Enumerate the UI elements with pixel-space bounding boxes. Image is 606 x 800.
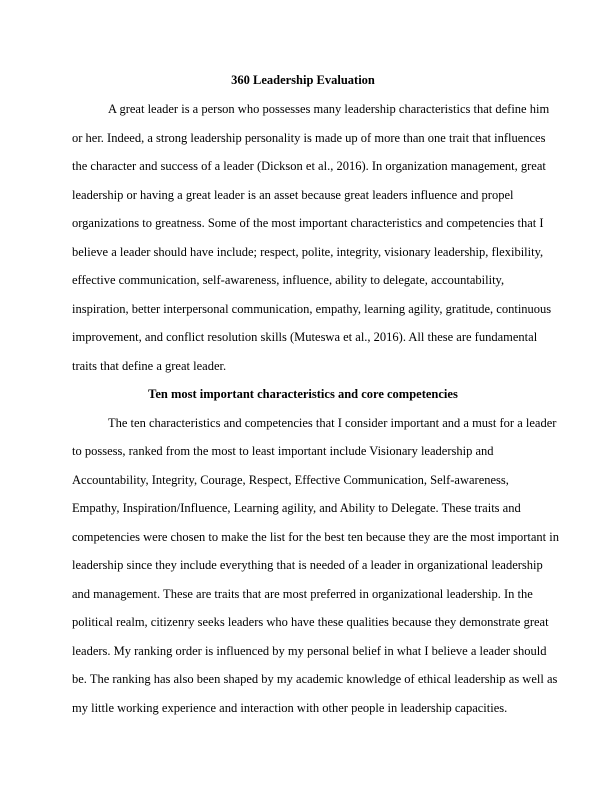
paragraph-2-line: political realm, citizenry seeks leaders who have these qualities because they demonstrate great bbox=[72, 615, 549, 629]
paragraph-2-line: and management. These are traits that are most preferred in organizational leadership. In the bbox=[72, 587, 533, 601]
paragraph-2-line: The ten characteristics and competencies that I consider important and a must for a leader bbox=[108, 416, 557, 430]
paragraph-2-line: to possess, ranked from the most to least important include Visionary leadership and bbox=[72, 444, 494, 458]
paragraph-2-line: leadership since they include everything that is needed of a leader in organizational leadership bbox=[72, 558, 543, 572]
paragraph-2-line: competencies were chosen to make the list for the best ten because they are the most important in bbox=[72, 530, 559, 544]
paragraph-1-line: organizations to greatness. Some of the most important characteristics and competencies that I bbox=[72, 216, 544, 230]
document-title: 360 Leadership Evaluation bbox=[231, 73, 375, 87]
paragraph-2-line: Accountability, Integrity, Courage, Respect, Effective Communication, Self-awareness, bbox=[72, 473, 509, 487]
paragraph-1-line: leadership or having a great leader is an asset because great leaders influence and propel bbox=[72, 188, 514, 202]
paragraph-1-line: effective communication, self-awareness, influence, ability to delegate, accountability, bbox=[72, 273, 505, 287]
paragraph-1-line: inspiration, better interpersonal communication, empathy, learning agility, gratitude, continuous bbox=[72, 302, 552, 316]
paragraph-1-line: traits that define a great leader. bbox=[72, 359, 227, 373]
paragraph-2-line: leaders. My ranking order is influenced by my personal belief in what I believe a leader should bbox=[72, 644, 547, 658]
paragraph-1-line: A great leader is a person who possesses many leadership characteristics that define him bbox=[108, 102, 550, 116]
paragraph-1-line: improvement, and conflict resolution skills (Muteswa et al., 2016). All these are fundamental bbox=[72, 330, 538, 344]
paragraph-1-line: or her. Indeed, a strong leadership personality is made up of more than one trait that influences bbox=[72, 131, 546, 145]
paragraph-2-line: be. The ranking has also been shaped by my academic knowledge of ethical leadership as well as bbox=[72, 672, 558, 686]
section-heading: Ten most important characteristics and core competencies bbox=[148, 387, 458, 401]
paragraph-2-line: my little working experience and interaction with other people in leadership capacities. bbox=[72, 701, 508, 715]
paragraph-1-line: believe a leader should have include; respect, polite, integrity, visionary leadership, flexibility, bbox=[72, 245, 544, 259]
paragraph-1-line: the character and success of a leader (Dickson et al., 2016). In organization management, great bbox=[72, 159, 546, 173]
paragraph-2-line: Empathy, Inspiration/Influence, Learning agility, and Ability to Delegate. These traits and bbox=[72, 501, 521, 515]
